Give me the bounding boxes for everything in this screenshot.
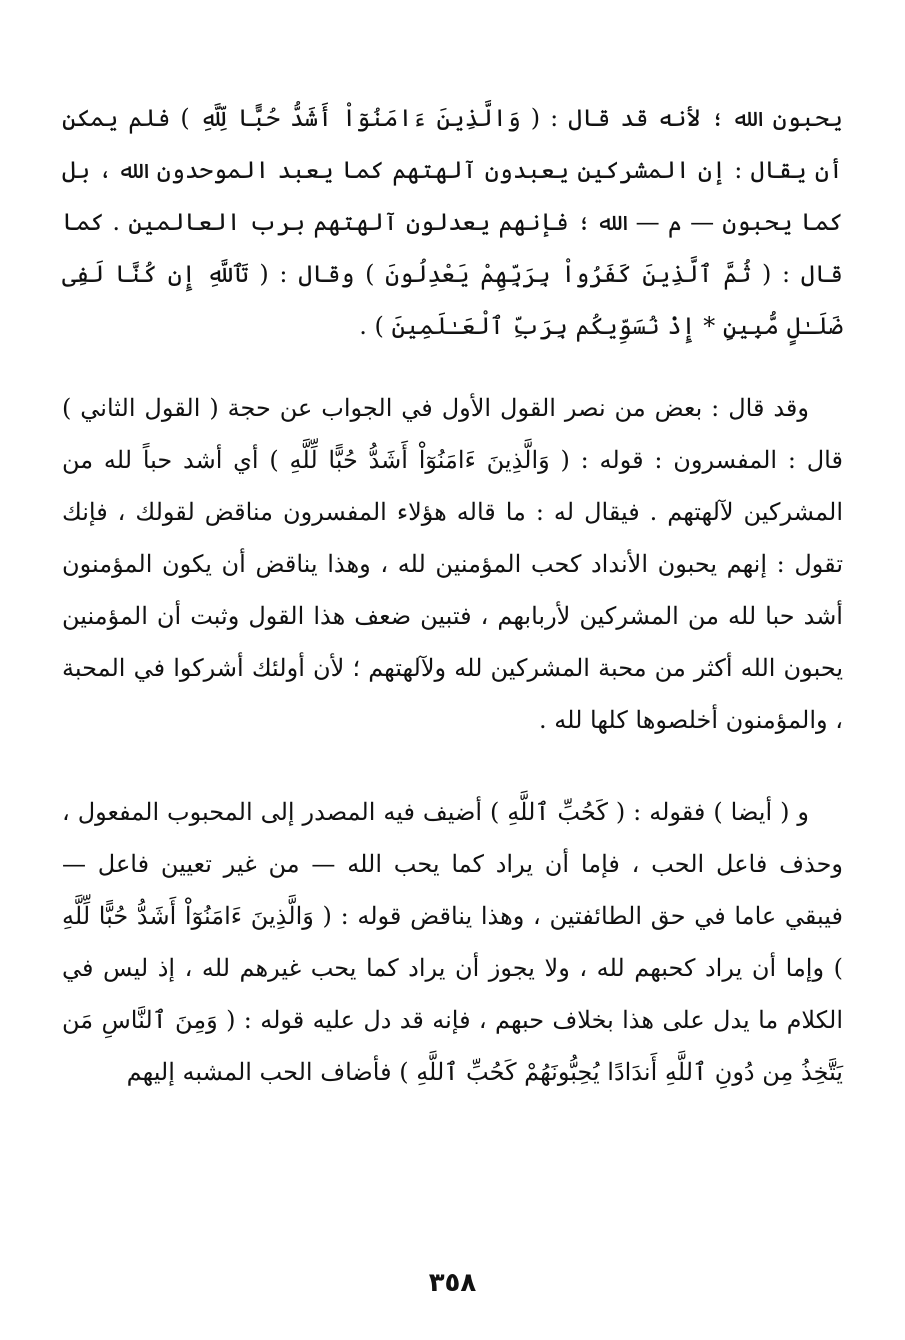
page-body: [62, 92, 843, 1098]
text-line: مَن يَتَّخِذُ مِن دُونِ ٱللَّهِ أَندَادًا يُحِبُّونَهُمْ كَحُبِّ ٱللَّهِ ) فأضاف الحب المشبه إليهم: [62, 1006, 843, 1086]
text-line: وحذف فاعل الحب ، فإما أن يراد كما يحب الله — من غير تعيين فاعل —: [62, 850, 843, 878]
text-line: و ( أيضا ) فقوله : ( كَحُبِّ ٱللَّهِ ) أضيف فيه المصدر إلى المحبوب المفعول ،: [62, 798, 809, 826]
text-line: لقولك ، فإنك تقول : إنهم يحبون الأنداد كحب المؤمنين لله ، وهذا يناقض: [62, 498, 843, 578]
text-line: أولئك أشركوا في المحبة ، والمؤمنون أخلصوها كلها لله .: [62, 654, 843, 734]
text-line: وإما أن يراد كحبهم لله ، ولا يجوز أن يراد كما يحب غيرهم لله ، إذ ليس في: [62, 954, 825, 982]
text-line: الله ؛ فإنهم يعدلون آلهتهم برب العالمين . كما قال : ( ثُمَّ ٱلَّذِينَ كَفَرُواْ: [62, 208, 843, 288]
text-line: يحبون الله ؛ لأنه قد قال : ( وَالَّذِينَ ءَامَنُوٓاْ أَشَدُّ حُبًّا لِّلَّهِ ) فلم يمكن أن يقال :: [62, 104, 843, 184]
text-line: الكلام ما يدل على هذا بخلاف حبهم ، فإنه قد دل عليه قوله : ( وَمِنَ ٱلنَّاسِ: [101, 1006, 843, 1034]
text-line: وقد قال : بعض من نصر القول الأول في الجواب عن حجة ( القول الثاني ): [62, 394, 809, 422]
page-number: ٣٥٨: [428, 1268, 477, 1298]
text-line: بِرَبِّهِمْ يَعْدِلُونَ ) وقال : ( تَٱللَّهِ إِن كُنَّا لَفِى ضَلَـٰلٍ مُّبِينٍ * إِذْ نُسَوِّيكُم: [62, 260, 843, 340]
paragraph-1: [62, 92, 843, 352]
paragraph-2: [62, 382, 843, 746]
text-line: أن يكون المؤمنون أشد حبا لله من المشركين لأربابهم ، فتبين ضعف هذا القول: [62, 550, 843, 630]
text-line: قال : المفسرون : قوله : ( وَالَّذِينَ ءَامَنُوٓاْ أَشَدُّ حُبًّا لِّلَّهِ ) أي أشد حباً: [142, 446, 843, 474]
paragraph-3: [62, 786, 843, 1098]
text-line: لله من المشركين لآلهتهم . فيقال له : ما قاله هؤلاء المفسرون مناقض: [62, 446, 843, 526]
text-line: إن المشركين يعبدون آلهتهم كما يعبد الموحدون الله ، بل كما يحبون — م —: [62, 156, 843, 236]
text-line: بِرَبِّ ٱلْعَـٰلَمِينَ ) .: [359, 312, 568, 340]
text-line: فيبقي عاما في حق الطائفتين ، وهذا يناقض قوله : ( وَالَّذِينَ ءَامَنُوٓاْ أَشَدُّ حُبًّا لِّلَّهِ ): [62, 902, 843, 982]
text-line: وثبت أن المؤمنين يحبون الله أكثر من محبة المشركين لله ولآلهتهم ؛ لأن: [62, 602, 843, 682]
